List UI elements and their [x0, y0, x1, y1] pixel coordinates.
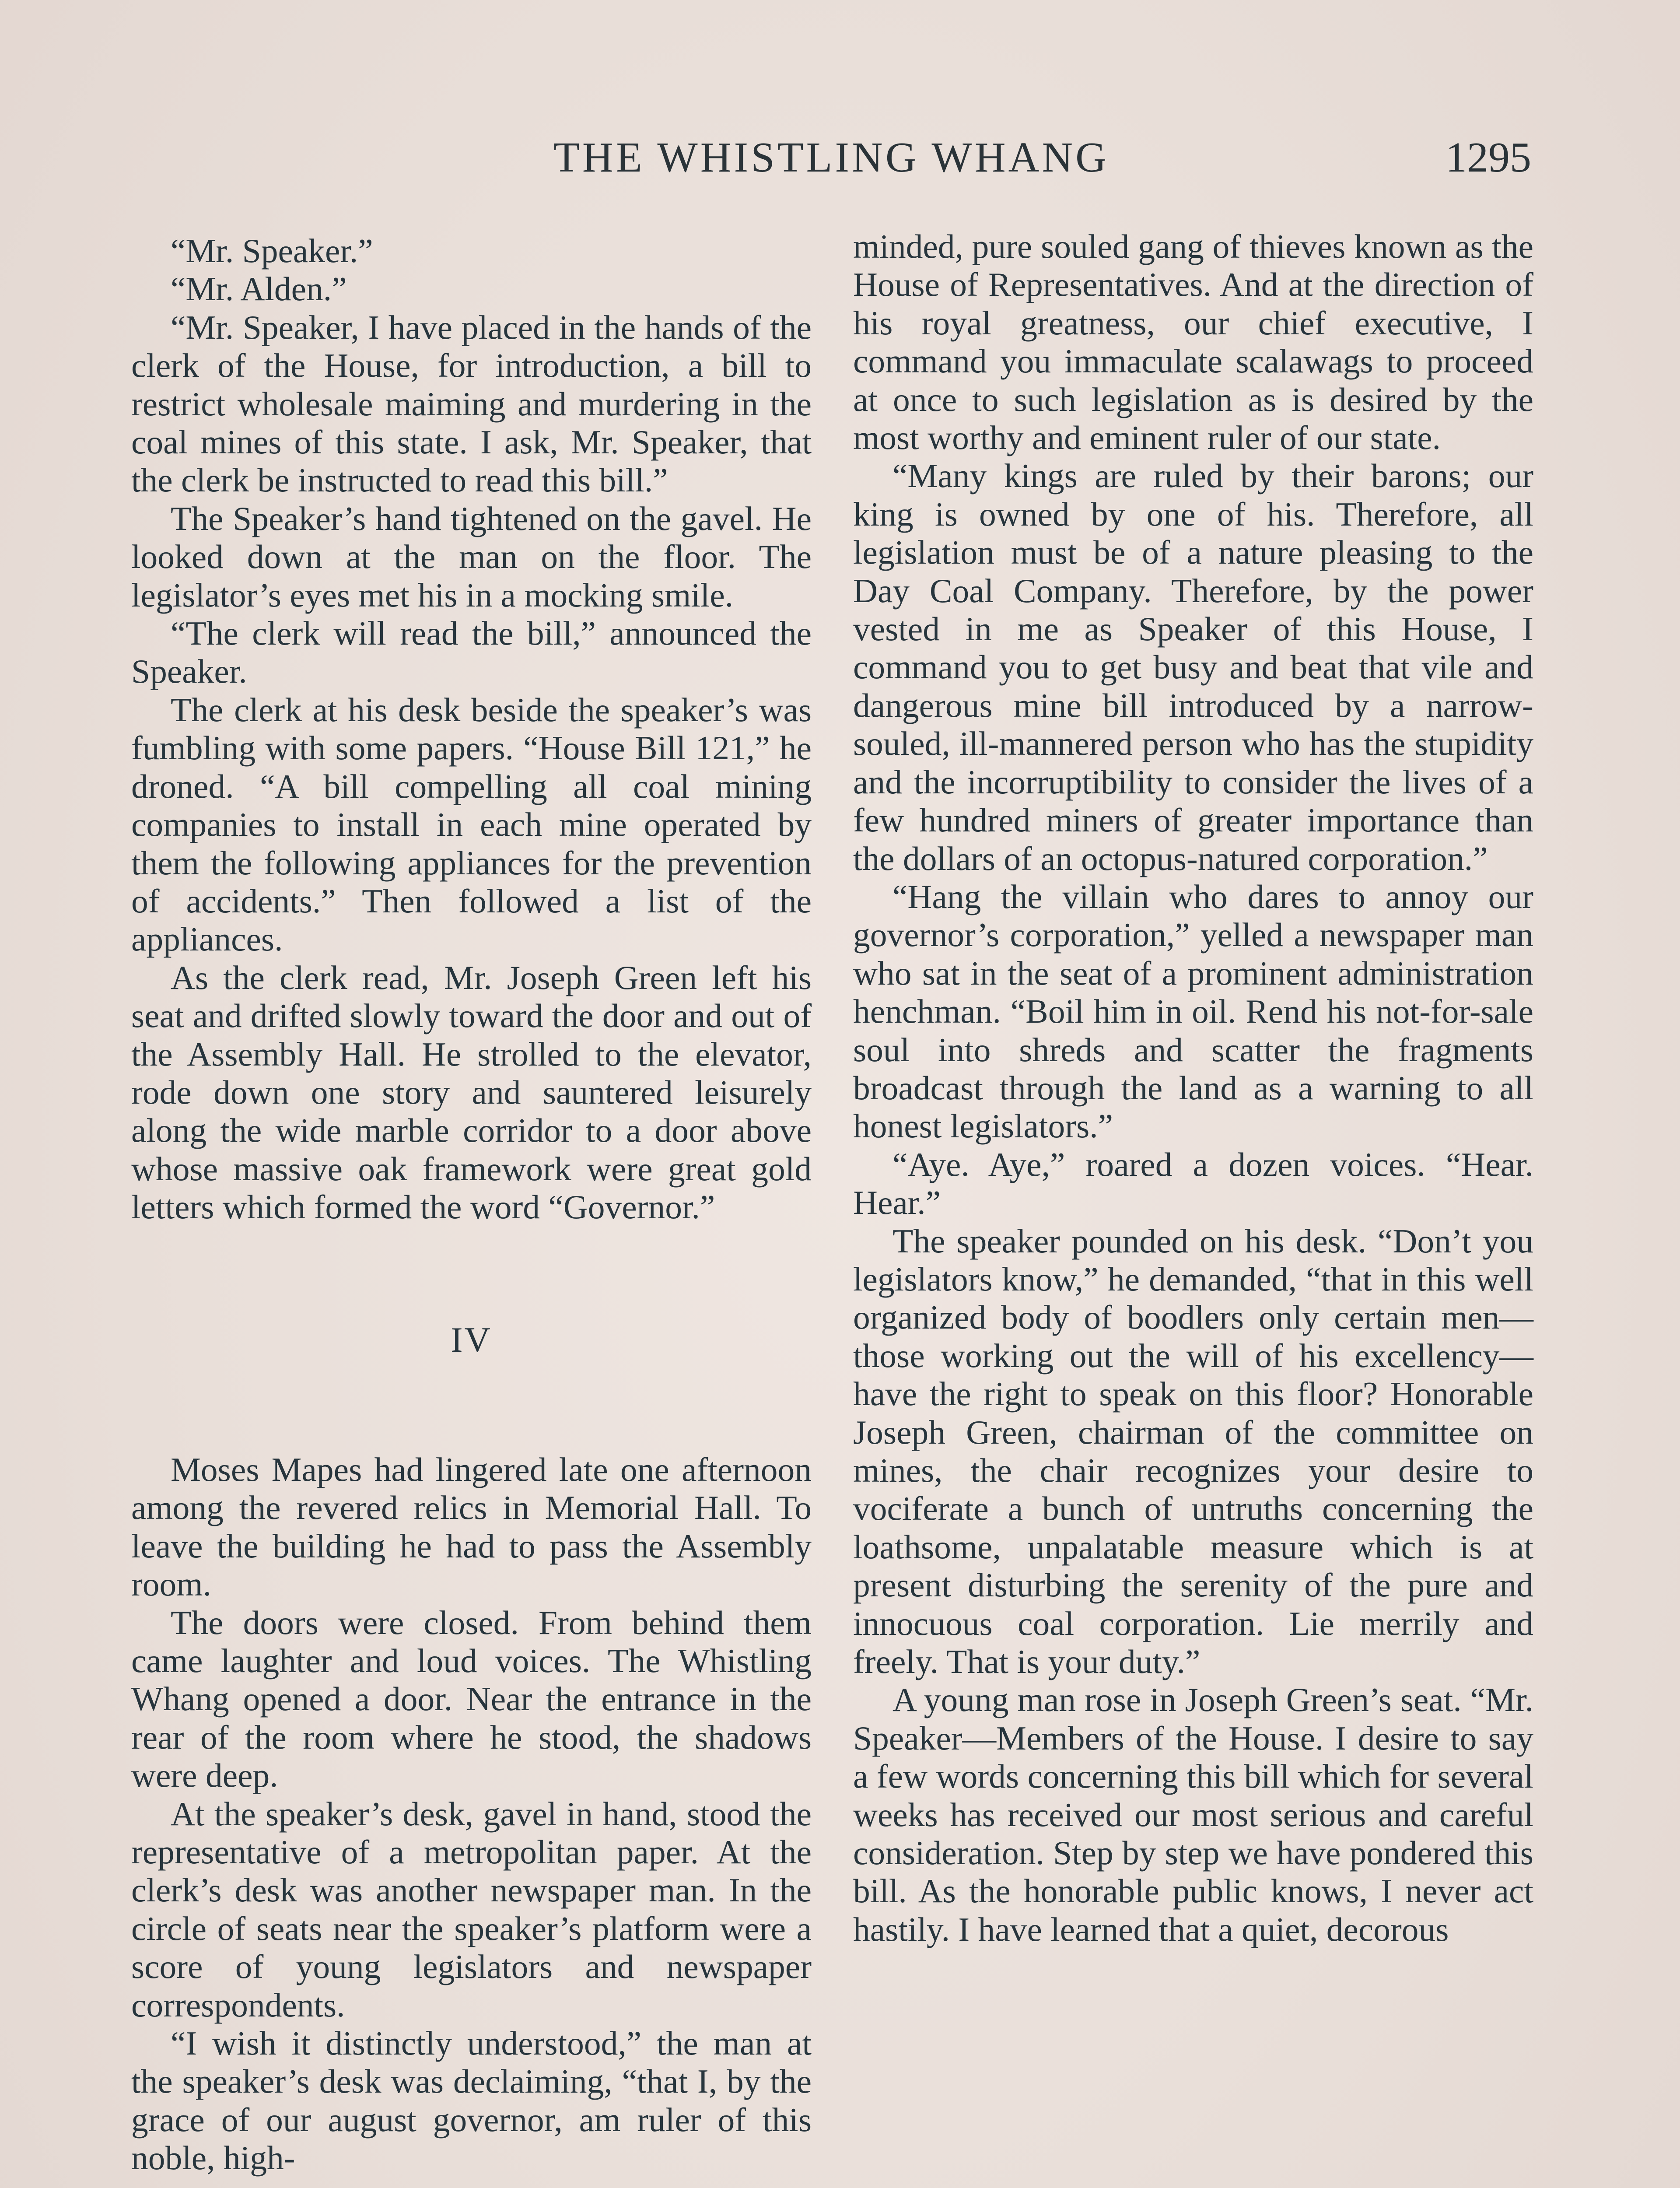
- continued-paragraph: minded, pure souled gang of thieves known as the House of Representatives. And at the direction of his royal greatness, our chief executive, I command you immaculate scalawags to proceed at once to such legislation as is desired by the most worthy and eminent ruler of our state.: [853, 228, 1533, 457]
- running-header: [131, 131, 1531, 184]
- right-column: [853, 228, 1533, 1949]
- paragraph: The clerk at his desk beside the speaker’s was fumbling with some papers. “House Bill 121,” he droned. “A bill compelling all coal mining companies to install in each mine operated by them the following appliances for the prevention of accidents.” Then followed a list of the appliances.: [131, 691, 812, 958]
- section-heading: IV: [451, 1319, 492, 1360]
- paragraph: “Hang the villain who dares to annoy our governor’s corporation,” yelled a newspaper man who sat in the seat of a prominent administration henchman. “Boil him in oil. Rend his not-for-sale soul into shreds and scatter the fragments broadcast through the land as a warning to all honest legislators.”: [853, 877, 1533, 1145]
- paragraph: “Mr. Speaker.”: [171, 232, 373, 270]
- paragraph: The speaker pounded on his desk. “Don’t you legislators know,” he demanded, “that in this well organized body of boodlers only certain men—those working out the will of his excellency—have the right to speak on this floor? Honorable Joseph Green, chairman of the committee on mines, the chair recognizes your desire to vociferate a bunch of untruths concerning the loathsome, unpalatable measure which is at present disturbing the serenity of the pure and innocuous coal corporation. Lie merrily and freely. That is your duty.”: [853, 1222, 1533, 1681]
- running-title: THE WHISTLING WHANG: [553, 134, 1109, 181]
- paragraph: The doors were closed. From behind them came laughter and loud voices. The Whistling Whang opened a door. Near the entrance in the rear of the room where he stood, the shadows were deep.: [131, 1603, 812, 1795]
- paragraph: Moses Mapes had lingered late one afternoon among the revered relics in Memorial Hall. To leave the building he had to pass the Assembly room.: [131, 1450, 812, 1603]
- paragraph: “Aye. Aye,” roared a dozen voices. “Hear. Hear.”: [853, 1145, 1533, 1222]
- paragraph: “I wish it distinctly understood,” the man at the speaker’s desk was declaiming, “that I, by the grace of our august governor, am ruler of this noble, high-: [131, 2024, 812, 2177]
- paragraph: “Mr. Alden.”: [171, 270, 347, 308]
- paragraph: “Mr. Speaker, I have placed in the hands of the clerk of the House, for introduction, a bill to restrict wholesale maiming and murdering in the coal mines of this state. I ask, Mr. Speaker, that the clerk be instructed to read this bill.”: [131, 308, 812, 499]
- paragraph: As the clerk read, Mr. Joseph Green left his seat and drifted slowly toward the door and out of the Assembly Hall. He strolled to the elevator, rode down one story and sauntered leisurely along the wide marble corridor to a door above whose massive oak framework were great gold letters which formed the word “Governor.”: [131, 958, 812, 1226]
- page-number: 1295: [1446, 134, 1531, 181]
- paragraph: At the speaker’s desk, gavel in hand, stood the representative of a metropolitan paper. At the clerk’s desk was another newspaper man. In the circle of seats near the speaker’s platform were a score of young legislators and newspaper correspondents.: [131, 1795, 812, 2024]
- paragraph: “Many kings are ruled by their barons; our king is owned by one of his. Therefore, all legislation must be of a nature pleasing to the Day Coal Company. Therefore, by the power vested in me as Speaker of this House, I command you to get busy and beat that vile and dangerous mine bill introduced by a narrow-souled, ill-mannered person who has the stupidity and the incorruptibility to consider the lives of a few hundred miners of greater importance than the dollars of an octopus-natured corporation.”: [853, 457, 1533, 877]
- left-column: [131, 232, 812, 2177]
- paragraph: “The clerk will read the bill,” announced the Speaker.: [131, 614, 812, 691]
- paragraph: A young man rose in Joseph Green’s seat. “Mr. Speaker—Members of the House. I desire to say a few words concerning this bill which for several weeks has received our most serious and careful consideration. Step by step we have pondered this bill. As the honorable public knows, I never act hastily. I have learned that a quiet, decorous: [853, 1681, 1533, 1948]
- paragraph: The Speaker’s hand tightened on the gavel. He looked down at the man on the floor. The legislator’s eyes met his in a mocking smile.: [131, 499, 812, 614]
